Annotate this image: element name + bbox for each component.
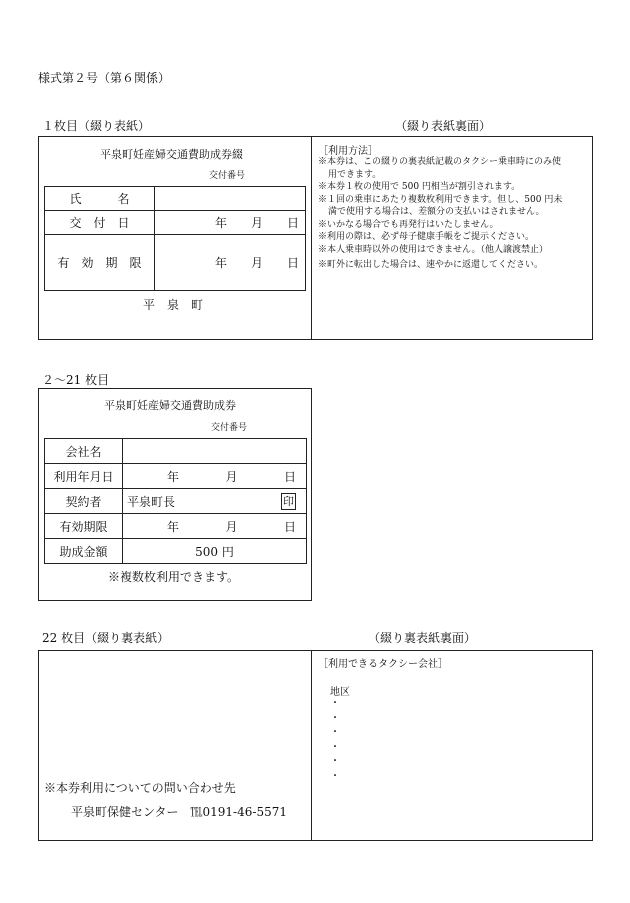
cover-town-name: 平 泉 町 <box>143 298 204 312</box>
year-label: 年 <box>215 256 228 270</box>
ticket-use-date-label: 利用年月日 <box>45 464 123 489</box>
list-item: ・ <box>330 712 340 724</box>
month-label: 月 <box>250 216 263 230</box>
ticket-info-table <box>44 438 307 564</box>
cover-back-heading: （綴り表紙裏面） <box>395 119 492 133</box>
cover-valid-field[interactable] <box>155 235 306 291</box>
day-label: 日 <box>283 519 296 534</box>
cover-info-table <box>44 186 306 291</box>
usage-line: ※本人乗車時以外の使用はできません。（他人譲渡禁止） <box>318 244 549 255</box>
cover-issue-date-label: 交 付 日 <box>45 211 155 235</box>
list-item: ・ <box>330 698 340 709</box>
back-back-heading: （綴り裏表紙裏面） <box>368 631 477 645</box>
ticket-company-field[interactable] <box>123 439 307 464</box>
inquiry-label: ※本券利用についての問い合わせ先 <box>44 781 236 795</box>
list-item: ・ <box>330 756 340 767</box>
day-label: 日 <box>283 469 296 484</box>
ticket-company-label: 会社名 <box>45 439 123 464</box>
inquiry-contact: 平泉町保健センター ℡0191-46-5571 <box>71 805 287 819</box>
form-number: 様式第２号（第６関係） <box>38 71 171 85</box>
list-item: ・ <box>330 741 340 753</box>
ticket-issue-number-label: 交付番号 <box>211 423 248 433</box>
ticket-amount-label: 助成金額 <box>45 539 123 564</box>
usage-line: 満で使用する場合は、差額分の支払いはされません。 <box>328 207 545 217</box>
usage-line: ※１回の乗車にあたり複数枚利用できます。但し、500 円未 <box>318 194 563 205</box>
usage-line: ※町外に転出した場合は、速やかに返還してください。 <box>318 260 544 270</box>
list-item: ・ <box>330 727 340 738</box>
cover-name-label: 氏 名 <box>45 187 155 211</box>
ticket-title: 平泉町妊産婦交通費助成券 <box>104 399 236 412</box>
cover-title: 平泉町妊産婦交通費助成券綴 <box>100 148 243 161</box>
month-label: 月 <box>225 469 238 484</box>
year-label: 年 <box>167 519 180 534</box>
day-label: 日 <box>286 216 299 230</box>
area-label: 地区 <box>330 687 350 698</box>
back-cover-divider <box>311 650 312 841</box>
cover-name-field[interactable] <box>155 187 306 211</box>
ticket-valid-label: 有効期限 <box>45 514 123 539</box>
taxi-heading: ［利用できるタクシー会社］ <box>318 659 448 670</box>
cover-issue-number-label: 交付番号 <box>209 171 246 181</box>
ticket-note: ※複数枚利用できます。 <box>108 570 240 584</box>
ticket-heading: ２～21 枚目 <box>42 373 110 387</box>
list-item: ・ <box>330 770 340 782</box>
usage-line: 用できます。 <box>328 169 382 180</box>
year-label: 年 <box>167 469 180 484</box>
usage-rules <box>318 156 562 272</box>
cover-divider <box>311 136 312 340</box>
ticket-use-date-field[interactable] <box>123 464 307 489</box>
cover-issue-date-field[interactable] <box>155 211 306 235</box>
usage-line: ※本券１枚の使用で 500 円相当が割引されます。 <box>318 182 521 192</box>
usage-line: ※利用の際は、必ず母子健康手帳をご提示ください。 <box>318 232 535 242</box>
usage-heading: ［利用方法］ <box>318 146 378 157</box>
month-label: 月 <box>225 519 238 534</box>
seal-mark: 印 <box>283 494 294 508</box>
ticket-amount-value: 500 円 <box>123 539 307 564</box>
taxi-bullet-list <box>330 697 340 784</box>
ticket-contractor-field <box>123 489 307 514</box>
month-label: 月 <box>250 256 263 270</box>
cover-front-heading: １枚目（綴り表紙） <box>42 119 151 133</box>
ticket-contractor-label: 契約者 <box>45 489 123 514</box>
ticket-contractor-value: 平泉町長 <box>127 494 176 509</box>
ticket-valid-field[interactable] <box>123 514 307 539</box>
day-label: 日 <box>286 256 299 270</box>
back-front-heading: 22 枚目（綴り裏表紙） <box>42 631 170 645</box>
usage-line: ※いかなる場合でも再発行はいたしません。 <box>318 219 499 230</box>
cover-valid-label: 有 効 期 限 <box>45 235 155 291</box>
year-label: 年 <box>215 216 228 230</box>
usage-line: ※本券は、この綴りの裏表紙記載のタクシー乗車時にのみ使 <box>318 157 562 167</box>
